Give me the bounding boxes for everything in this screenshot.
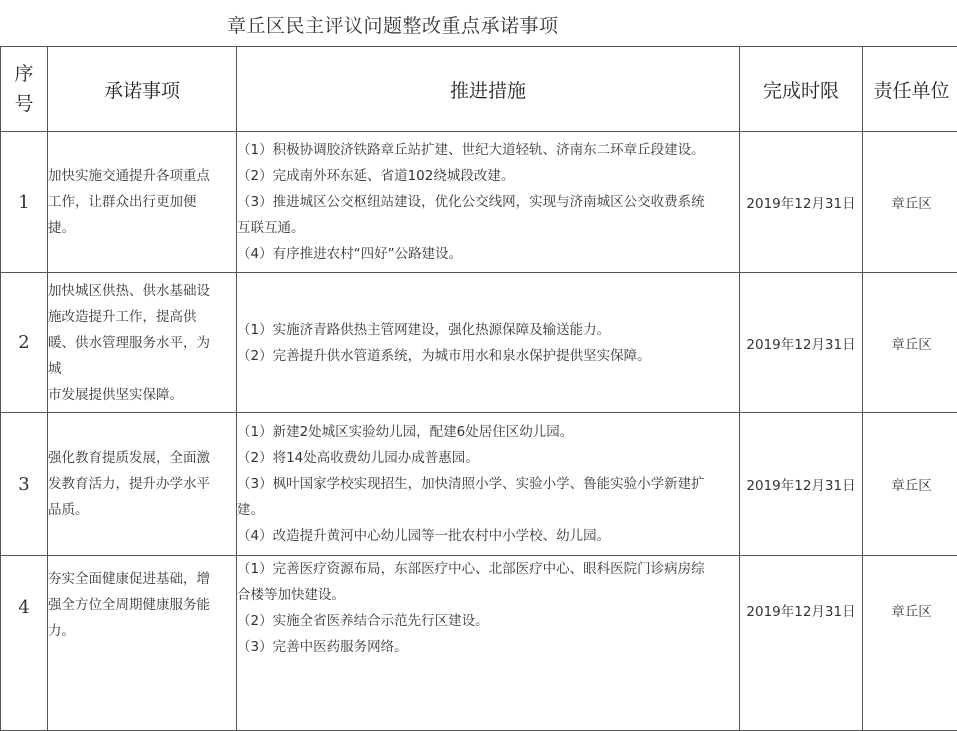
table-header-row bbox=[1, 47, 957, 132]
row-seq: 2 bbox=[1, 273, 48, 413]
measure-line: （1）实施济青路供热主管网建设，强化热源保障及输送能力。 bbox=[237, 317, 739, 343]
measure-line: （2）完成南外环东延、省道102绕城段改建。 bbox=[237, 163, 739, 189]
row-unit: 章丘区 bbox=[863, 413, 957, 556]
header-deadline: 完成时限 bbox=[740, 47, 863, 132]
measure-line: 合楼等加快建设。 bbox=[237, 582, 739, 608]
row-item bbox=[48, 273, 237, 413]
measure-line: （2）实施全省医养结合示范先行区建设。 bbox=[237, 608, 739, 634]
row-measures bbox=[237, 413, 740, 556]
row-deadline: 2019年12月31日 bbox=[740, 273, 863, 413]
header-item: 承诺事项 bbox=[48, 47, 237, 132]
table-row bbox=[1, 556, 957, 731]
item-line: 施改造提升工作，提高供 bbox=[48, 304, 236, 330]
row-unit: 章丘区 bbox=[863, 132, 957, 273]
header-seq-line2: 号 bbox=[1, 89, 47, 119]
row-unit: 章丘区 bbox=[863, 273, 957, 413]
measure-line: （1）积极协调胶济铁路章丘站扩建、世纪大道轻轨、济南东二环章丘段建设。 bbox=[237, 137, 739, 163]
row-deadline: 2019年12月31日 bbox=[740, 132, 863, 273]
item-line: 捷。 bbox=[48, 215, 236, 241]
item-line: 加快实施交通提升各项重点 bbox=[48, 163, 236, 189]
item-line: 市发展提供坚实保障。 bbox=[48, 382, 236, 408]
row-deadline: 2019年12月31日 bbox=[740, 413, 863, 556]
row-unit: 章丘区 bbox=[863, 556, 957, 731]
measure-line: （2）完善提升供水管道系统，为城市用水和泉水保护提供坚实保障。 bbox=[237, 343, 739, 369]
row-item bbox=[48, 132, 237, 273]
item-line: 发教育活力，提升办学水平 bbox=[48, 471, 236, 497]
item-line: 品质。 bbox=[48, 497, 236, 523]
measure-line: （3）推进城区公交枢纽站建设，优化公交线网，实现与济南城区公交收费系统 bbox=[237, 189, 739, 215]
measure-line: （4）改造提升黄河中心幼儿园等一批农村中小学校、幼儿园。 bbox=[237, 523, 739, 549]
table-row bbox=[1, 273, 957, 413]
measure-line: （3）枫叶国家学校实现招生，加快清照小学、实验小学、鲁能实验小学新建扩 bbox=[237, 471, 739, 497]
item-line: 夯实全面健康促进基础，增 bbox=[48, 566, 236, 592]
item-line: 强全方位全周期健康服务能 bbox=[48, 592, 236, 618]
header-measures: 推进措施 bbox=[237, 47, 740, 132]
row-measures bbox=[237, 556, 740, 731]
row-measures bbox=[237, 273, 740, 413]
measure-line: 建。 bbox=[237, 497, 739, 523]
item-line: 城 bbox=[48, 356, 236, 382]
measure-line: （1）新建2处城区实验幼儿园，配建6处居住区幼儿园。 bbox=[237, 419, 739, 445]
row-seq: 4 bbox=[1, 556, 48, 731]
item-line: 强化教育提质发展，全面激 bbox=[48, 445, 236, 471]
item-line: 力。 bbox=[48, 618, 236, 644]
table-row bbox=[1, 132, 957, 273]
measure-line: （2）将14处高收费幼儿园办成普惠园。 bbox=[237, 445, 739, 471]
measure-line: 互联互通。 bbox=[237, 215, 739, 241]
header-seq bbox=[1, 47, 48, 132]
row-item bbox=[48, 413, 237, 556]
commitments-table bbox=[0, 46, 957, 731]
measure-line: （4）有序推进农村“四好”公路建设。 bbox=[237, 241, 739, 267]
header-unit: 责任单位 bbox=[863, 47, 957, 132]
row-seq: 1 bbox=[1, 132, 48, 273]
table-row bbox=[1, 413, 957, 556]
row-seq: 3 bbox=[1, 413, 48, 556]
row-measures bbox=[237, 132, 740, 273]
item-line: 工作，让群众出行更加便 bbox=[48, 189, 236, 215]
item-line: 加快城区供热、供水基础设 bbox=[48, 278, 236, 304]
measure-line: （1）完善医疗资源布局，东部医疗中心、北部医疗中心、眼科医院门诊病房综 bbox=[237, 556, 739, 582]
measure-line: （3）完善中医药服务网络。 bbox=[237, 634, 739, 660]
header-seq-line1: 序 bbox=[1, 59, 47, 89]
item-line: 暖、供水管理服务水平，为 bbox=[48, 330, 236, 356]
row-deadline: 2019年12月31日 bbox=[740, 556, 863, 731]
page-title: 章丘区民主评议问题整改重点承诺事项 bbox=[227, 11, 559, 38]
row-item bbox=[48, 556, 237, 731]
